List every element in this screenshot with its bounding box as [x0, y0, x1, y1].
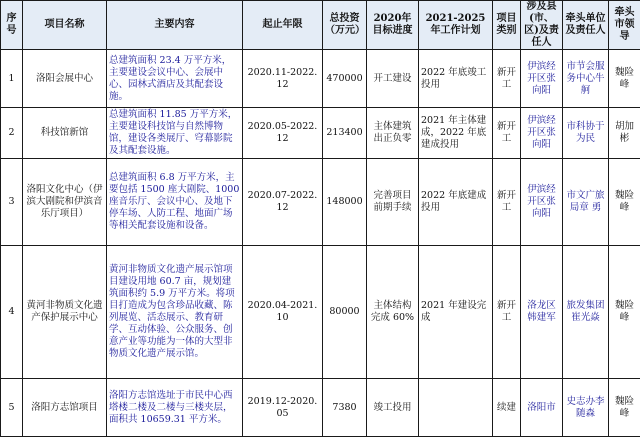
- header-content: 主要内容: [107, 1, 243, 50]
- row-lead-unit: 市节会服务中心牛 舸: [563, 50, 609, 108]
- row-no: 1: [1, 50, 23, 108]
- row-city-leader: 魏险峰: [609, 246, 640, 379]
- table-row: [1, 159, 640, 246]
- row-county: 洛龙区韩建军: [521, 246, 563, 379]
- table-row: [1, 108, 640, 159]
- row-content: 洛阳方志馆选址于市民中心西塔楼二楼及二楼与三楼夹层，面积共 10659.31 平方米。: [107, 379, 243, 437]
- header-investment: 总投资（万元）: [323, 1, 367, 50]
- row-county: 伊滨经开区张向阳: [521, 108, 563, 159]
- row-lead-unit: 市科协于为民: [563, 108, 609, 159]
- row-target-2020: 完善项目前期手续: [367, 159, 419, 246]
- row-category: 新开工: [493, 50, 521, 108]
- header-name: 项目名称: [23, 1, 107, 50]
- header-years: 起止年限: [243, 1, 323, 50]
- table-row: [1, 50, 640, 108]
- row-no: 2: [1, 108, 23, 159]
- row-county: 洛阳市: [521, 379, 563, 437]
- row-content: 总建筑面积 6.8 万平方米，主要包括 1500 座大剧院、1000 座音乐厅、会议中心、及地下停车场、人防工程、地面广场等相关配套设施和设备。: [107, 159, 243, 246]
- row-investment: 470000: [323, 50, 367, 108]
- row-category: 新开工: [493, 159, 521, 246]
- row-lead-unit: 旅发集团崔光焱: [563, 246, 609, 379]
- row-plan: 2022 年底建成投用: [419, 159, 493, 246]
- row-plan: 2022 年底竣工投用: [419, 50, 493, 108]
- row-years: 2020.04-2021.10: [243, 246, 323, 379]
- row-category: 新开工: [493, 246, 521, 379]
- row-name: 科技馆新馆: [23, 108, 107, 159]
- header-target-2020: 2020年目标进度: [367, 1, 419, 50]
- row-city-leader: 魏险峰: [609, 379, 640, 437]
- row-lead-unit: 市文广旅局章 勇: [563, 159, 609, 246]
- row-investment: 80000: [323, 246, 367, 379]
- row-content: 总建筑面积 23.4 万平方米，主要建设会议中心、会展中心、园林式酒店及其配套设施。: [107, 50, 243, 108]
- row-no: 3: [1, 159, 23, 246]
- row-lead-unit: 史志办李随森: [563, 379, 609, 437]
- row-plan: 2021 年建设完成: [419, 246, 493, 379]
- row-plan: 2021 年主体建成，2022 年底建成投用: [419, 108, 493, 159]
- row-no: 5: [1, 379, 23, 437]
- row-content: 总建筑面积 11.85 万平方米，主要建设科技馆与自然博物馆，建设各类展厅、穹幕影院及其配套设施。: [107, 108, 243, 159]
- row-name: 洛阳文化中心（伊滨大剧院和伊滨音乐厅项目）: [23, 159, 107, 246]
- row-years: 2019.12-2020.05: [243, 379, 323, 437]
- row-investment: 148000: [323, 159, 367, 246]
- header-lead-unit: 牵头单位及责任人: [563, 1, 609, 50]
- header-plan: 2021-2025年工作计划: [419, 1, 493, 50]
- header-row: [1, 1, 640, 50]
- row-name: 洛阳会展中心: [23, 50, 107, 108]
- row-target-2020: 主体建筑出正负零: [367, 108, 419, 159]
- row-target-2020: 开工建设: [367, 50, 419, 108]
- header-county: 涉及县(市、区)及责任人: [521, 1, 563, 50]
- row-no: 4: [1, 246, 23, 379]
- row-county: 伊滨经开区张向阳: [521, 159, 563, 246]
- row-years: 2020.11-2022.12: [243, 50, 323, 108]
- header-category: 项目类别: [493, 1, 521, 50]
- row-city-leader: 魏险峰: [609, 50, 640, 108]
- header-city-leader: 牵头市领导: [609, 1, 640, 50]
- row-city-leader: 胡加彬: [609, 108, 640, 159]
- row-name: 黄河非物质文化遗产保护展示中心: [23, 246, 107, 379]
- row-target-2020: 主体结构完成 60%: [367, 246, 419, 379]
- row-category: 续建: [493, 379, 521, 437]
- row-category: 新开工: [493, 108, 521, 159]
- row-content: 黄河非物质文化遗产展示馆项目建设用地 60.7 亩，规划建筑面积约 5.9 万平方米。将项目打造成为包含珍品收藏、陈列展览、活态展示、教育研学、互动体验、公众服务、创意产业等功能为一体的大型非物质文化遗产展示馆。: [107, 246, 243, 379]
- row-years: 2020.05-2022.12: [243, 108, 323, 159]
- header-no: 序号: [1, 1, 23, 50]
- row-county: 伊滨经开区张向阳: [521, 50, 563, 108]
- row-years: 2020.07-2022.12: [243, 159, 323, 246]
- row-investment: 7380: [323, 379, 367, 437]
- row-investment: 213400: [323, 108, 367, 159]
- row-name: 洛阳方志馆项目: [23, 379, 107, 437]
- row-target-2020: 竣工投用: [367, 379, 419, 437]
- table-row: [1, 246, 640, 379]
- row-city-leader: 魏险峰: [609, 159, 640, 246]
